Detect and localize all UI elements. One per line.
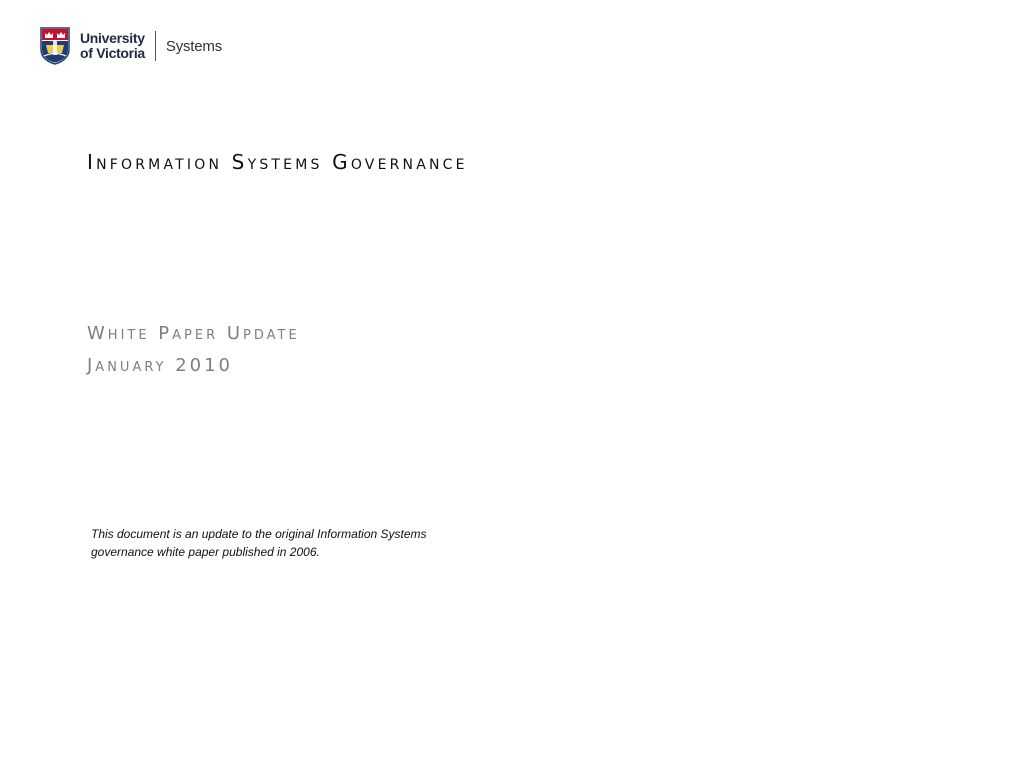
university-name-line1: University xyxy=(80,30,145,46)
university-crest-icon xyxy=(40,27,70,65)
document-subtitle: White Paper Update xyxy=(87,323,300,344)
department-name: Systems xyxy=(165,37,223,55)
logo-divider xyxy=(155,31,156,61)
university-name-line2: of Victoria xyxy=(80,45,145,61)
document-note: This document is an update to the original Information Systems governance white paper published in 2006. xyxy=(91,527,427,559)
document-date: January 2010 xyxy=(87,355,234,376)
document-title: Information Systems Governance xyxy=(87,150,468,174)
uvic-systems-logo xyxy=(40,26,222,66)
university-wordmark xyxy=(80,31,145,61)
